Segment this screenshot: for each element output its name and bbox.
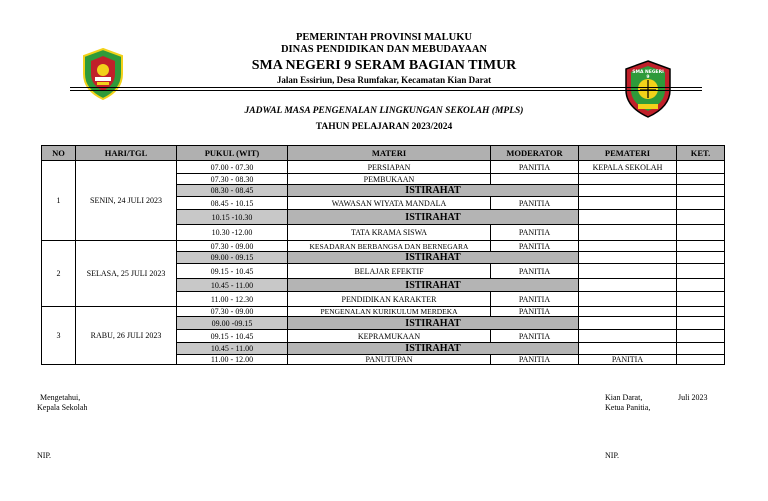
time-cell: 08.30 - 08.45 [177,185,288,197]
pemateri-cell [579,241,677,252]
materi-cell: KEPRAMUKAAN [288,330,491,343]
time-cell: 10.30 -12.00 [177,225,288,241]
time-cell: 07.00 - 07.30 [177,161,288,174]
ket-cell [677,185,725,197]
day-date: SELASA, 25 JULI 2023 [76,241,177,307]
signature-right-nip: NIP. [605,451,620,460]
moderator-cell: PANITIA [491,225,579,241]
ket-cell [677,292,725,307]
ket-cell [677,317,725,330]
moderator-cell: PANITIA [491,264,579,279]
materi-cell: TATA KRAMA SISWA [288,225,491,241]
ket-cell [677,307,725,317]
time-cell: 07.30 - 09.00 [177,307,288,317]
time-cell: 10.45 - 11.00 [177,279,288,292]
day-number: 1 [42,161,76,241]
pemateri-cell [579,343,677,355]
time-cell: 09.00 - 09.15 [177,252,288,264]
day-number: 3 [42,307,76,365]
break-label: ISTIRAHAT [288,185,579,197]
moderator-cell: PANITIA [491,161,579,174]
pemateri-cell: PANITIA [579,355,677,365]
letterhead-rule [70,87,702,88]
signature-right-place: Kian Darat, [605,393,643,402]
ket-cell [677,279,725,292]
materi-cell: WAWASAN WIYATA MANDALA [288,197,491,210]
materi-cell: PANUTUPAN [288,355,491,365]
ket-cell [677,210,725,225]
moderator-cell: PANITIA [491,197,579,210]
pemateri-cell [579,292,677,307]
column-header-moderator: MODERATOR [491,146,579,161]
moderator-cell [491,174,579,185]
break-label: ISTIRAHAT [288,279,579,292]
schedule-table [41,145,725,365]
document-title: JADWAL MASA PENGENALAN LINGKUNGAN SEKOLAH (MPLS) [244,106,524,116]
ket-cell [677,197,725,210]
ket-cell [677,174,725,185]
ket-cell [677,225,725,241]
column-header-ket: KET. [677,146,725,161]
column-header-materi: MATERI [288,146,491,161]
table-row [42,307,725,317]
pemateri-cell [579,317,677,330]
pemateri-cell [579,197,677,210]
letterhead-rule-thin [70,90,702,91]
break-label: ISTIRAHAT [288,210,579,225]
pemateri-cell [579,252,677,264]
column-header-hari: HARI/TGL [76,146,177,161]
moderator-cell: PANITIA [491,355,579,365]
ket-cell [677,161,725,174]
break-label: ISTIRAHAT [288,252,579,264]
pemateri-cell [579,185,677,197]
materi-cell: PENGENALAN KURIKULUM MERDEKA [288,307,491,317]
time-cell: 08.45 - 10.15 [177,197,288,210]
time-cell: 10.45 - 11.00 [177,343,288,355]
time-cell: 07.30 - 09.00 [177,241,288,252]
moderator-cell: PANITIA [491,307,579,317]
column-header-no: NO [42,146,76,161]
pemateri-cell [579,264,677,279]
ket-cell [677,330,725,343]
letterhead-department: DINAS PENDIDIKAN DAN MEBUDAYAAN [280,44,488,55]
day-number: 2 [42,241,76,307]
time-cell: 09.15 - 10.45 [177,264,288,279]
break-label: ISTIRAHAT [288,343,579,355]
signature-right-date: Juli 2023 [678,393,708,402]
letterhead-school: SMA NEGERI 9 SERAM BAGIAN TIMUR [251,58,517,73]
signature-left-nip: NIP. [37,451,52,460]
moderator-cell: PANITIA [491,241,579,252]
signature-right-role: Ketua Panitia, [605,403,651,412]
document-subtitle: TAHUN PELAJARAN 2023/2024 [315,122,453,132]
province-logo [82,48,124,100]
break-label: ISTIRAHAT [288,317,579,330]
ket-cell [677,264,725,279]
moderator-cell: PANITIA [491,330,579,343]
materi-cell: PEMBUKAAN [288,174,491,185]
day-date: RABU, 26 JULI 2023 [76,307,177,365]
time-cell: 11.00 - 12.00 [177,355,288,365]
signature-left-greeting: Mengetahui, [40,393,81,402]
school-logo-text: SMA NEGERI 9 [632,70,664,80]
time-cell: 11.00 - 12.30 [177,292,288,307]
pemateri-cell [579,330,677,343]
pemateri-cell [579,210,677,225]
moderator-cell: PANITIA [491,292,579,307]
materi-cell: PENDIDIKAN KARAKTER [288,292,491,307]
ket-cell [677,241,725,252]
letterhead-province: PEMERINTAH PROVINSI MALUKU [296,32,472,43]
ket-cell [677,355,725,365]
materi-cell: BELAJAR EFEKTIF [288,264,491,279]
letterhead-address: Jalan Essiriun, Desa Rumfakar, Kecamatan Kian Darat [276,75,492,85]
pemateri-cell [579,307,677,317]
time-cell: 09.00 -09.15 [177,317,288,330]
ket-cell [677,252,725,264]
pemateri-cell [579,279,677,292]
day-date: SENIN, 24 JULI 2023 [76,161,177,241]
pemateri-cell [579,174,677,185]
materi-cell: PERSIAPAN [288,161,491,174]
time-cell: 10.15 -10.30 [177,210,288,225]
table-row [42,161,725,174]
column-header-pukul: PUKUL (WIT) [177,146,288,161]
pemateri-cell: KEPALA SEKOLAH [579,161,677,174]
column-header-pemateri: PEMATERI [579,146,677,161]
table-row [42,241,725,252]
ket-cell [677,343,725,355]
table-header-row [42,146,725,161]
time-cell: 07.30 - 08.30 [177,174,288,185]
pemateri-cell [579,225,677,241]
signature-left-role: Kepala Sekolah [37,403,88,412]
materi-cell: KESADARAN BERBANGSA DAN BERNEGARA [288,241,491,252]
time-cell: 09.15 - 10.45 [177,330,288,343]
